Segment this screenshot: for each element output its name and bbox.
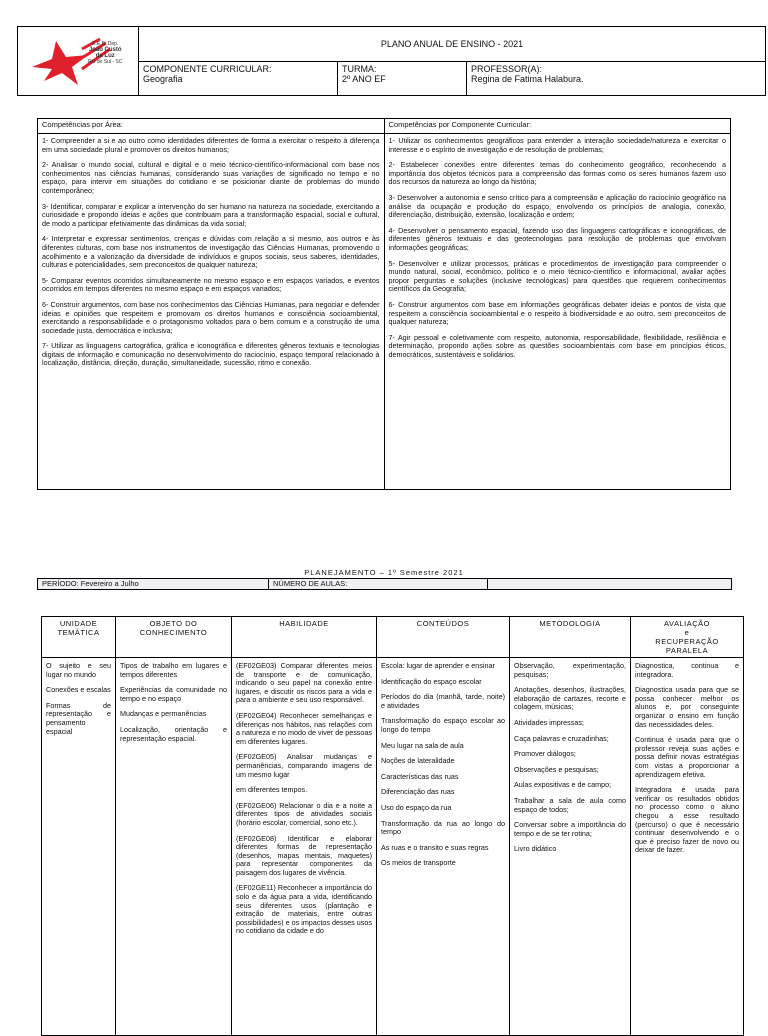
conteudo-item: Uso do espaço da rua: [381, 802, 452, 812]
objeto-item: Mudanças e permanências: [120, 709, 207, 719]
numero-aulas-cell: NÚMERO DE AULAS:: [269, 579, 488, 590]
avaliacao-item: Integradora é usada para verificar os resultados obtidos no processo como o aluno chegou a esse resultado (percurso) o que é necessário continuar desenvolvendo e o que é preciso fazer de novo ou deixar de fazer.: [635, 785, 739, 855]
periodo-empty-cell: [488, 579, 732, 590]
competencias-area-title: Competências por Área:: [38, 119, 385, 134]
professor-value: Regina de Fatima Halabura.: [471, 74, 584, 84]
competencia-componente-item: 5- Desenvolver e utilizar processos, práticas e procedimentos de investigação para compreender o mundo natural, social, econômico, político e o meio técnico-científico e informacional, avaliar ações propor perguntas e soluções (inclusive tecnológicas) para questões que requerem conhecimentos científicos da Geografia;: [388, 258, 726, 294]
competencia-componente-item: 3- Desenvolver a autonomia e senso crítico para a compreensão e aplicação do raciocínio geográfico na análise da ocupação e produção do espaço, envolvendo os princípios de analogia, conexão, diferenciação, distribuição, extensão, localização e ordem;: [388, 192, 726, 220]
conteudo-item: Transformação do espaço escolar ao longo do tempo: [381, 716, 505, 734]
unidade-item: Conexões e escalas: [46, 685, 111, 695]
competencia-componente-item: 1- Utilizar os conhecimentos geográficos para entender a interação sociedade/natureza e exercitar o interesse e o espírito de investigação e de resolução de problemas;: [388, 136, 726, 154]
metodologia-item: Atividades impressas;: [514, 717, 584, 727]
objeto-item: Experiências da comunidade no tempo e no espaço: [120, 685, 227, 703]
objeto-cell: [116, 658, 232, 1036]
metodologia-item: Observação, experimentação, pesquisas;: [514, 661, 626, 679]
componente-label: COMPONENTE CURRICULAR:: [143, 64, 272, 74]
header-habilidade: HABILIDADE: [232, 617, 377, 658]
unidade-item: Formas de representação e pensamento espacial: [46, 700, 111, 736]
competencia-componente-item: 4- Desenvolver o pensamento espacial, fazendo uso das linguagens cartográficas e iconográficas, de diferentes gêneros textuais e das geotecnologias para resolução de problemas que envolvam informações geográficas;: [388, 225, 726, 252]
competencias-table: [37, 118, 731, 490]
habilidade-cell: [232, 658, 377, 1036]
turma-cell: [338, 62, 467, 96]
habilidade-item: (EF02GE05) Analisar mudanças e permanências, comparando imagens de um mesmo lugar: [236, 752, 372, 779]
header-unidade: UNIDADE TEMÁTICA: [42, 617, 116, 658]
objeto-item: Tipos de trabalho em lugares e tempos diferentes: [120, 661, 227, 679]
professor-cell: [467, 62, 766, 96]
turma-label: TURMA:: [342, 64, 377, 74]
school-name: E.E.B. Dep. João Custó da Luz Rio do Sul - SC: [88, 41, 123, 65]
conteudo-item: Os meios de transporte: [381, 858, 456, 868]
conteudo-item: As ruas e o transito e suas regras: [381, 842, 489, 852]
conteudo-item: Noções de lateralidade: [381, 756, 455, 766]
competencia-componente-item: 6- Construir argumentos com base em informações geográficas debater ideias e pontos de vista que respeitem a consciência socioambiental e o respeito à biodiversidade e ao outro, sem preconceitos de qualquer natureza;: [388, 299, 726, 327]
competencia-area-item: 3- Identificar, comparar e explicar a intervenção do ser humano na natureza na sociedade, exercitando a curiosidade e propondo ideias e ações que contribuam para a transformação espacial, social e cultural, de modo a participar efetivamente das dinâmicas da vida social;: [42, 201, 380, 228]
competencia-area-item: 6- Construir argumentos, com base nos conhecimentos das Ciências Humanas, para negociar e defender ideias e opiniões que respeitem e promovam os direitos humanos e consciência socioambiental, exercitando a responsabilidade e o protagonismo voltados para o bem comum e a construção de uma sociedade justa, democrática e inclusiva;: [42, 299, 380, 335]
habilidade-item: (EF02GE06) Relacionar o dia e a noite a diferentes tipos de atividades sociais (horário escolar, comercial, sono etc.).: [236, 800, 372, 827]
conteudos-cell: [377, 658, 510, 1036]
habilidade-item: (EF02GE11) Reconhecer a importância do solo e da água para a vida, identificando seus diferentes usos (plantação e extração de materiais, entre outras possibilidades) e os impactos desses usos no cotidiano da cidade e do: [236, 883, 372, 936]
header-avaliacao-line: e: [684, 628, 690, 637]
planejamento-table: [41, 616, 744, 1036]
conteudo-item: Transformação da rua ao longo do tempo: [381, 818, 505, 837]
header-conteudos: CONTEÚDOS: [377, 617, 510, 658]
metodologia-item: Observações e pesquisas;: [514, 764, 599, 774]
header-metodologia: METODOLOGIA: [510, 617, 631, 658]
plan-title: PLANO ANUAL DE ENSINO - 2021: [139, 27, 766, 62]
habilidade-item: (EF02GE03) Comparar diferentes meios de transporte e de comunicação, indicando o seu papel na conexão entre lugares, e discutir os riscos para a vida e para o ambiente e seu uso responsável.: [236, 661, 372, 705]
professor-label: PROFESSOR(A):: [471, 64, 543, 74]
competencia-area-item: 5- Comparar eventos ocorridos simultaneamente no mesmo espaço e em espaços variados, e eventos ocorridos em tempos diferentes no mesmo espaço e em espaços variados;: [42, 275, 380, 294]
objeto-item: Localização, orientação e representação espacial.: [120, 724, 227, 743]
school-logo: [18, 27, 139, 96]
competencia-area-item: 2- Analisar o mundo social, cultural e digital e o meio técnico-científico-informacional com base nos conhecimentos nas ciências humanas, considerando suas variações de significado no tempo e no espaço, para intervir em situações do cotidiano e se posicionar diante de problemas do mundo contemporâneo;: [42, 160, 380, 195]
avaliacao-item: Continua é usada para que o professor reveja suas ações e possa definir novas estratégias com vistas a proporcionar a aprendizagem efetiva.: [635, 735, 739, 779]
metodologia-cell: [510, 658, 631, 1036]
periodo-table: [37, 578, 732, 590]
conteudo-item: Escola: lugar de aprender e ensinar: [381, 661, 495, 670]
metodologia-item: Conversar sobre a importância do tempo e de se ter rotina;: [514, 820, 626, 838]
conteudo-item: Diferenciação das ruas: [381, 787, 455, 797]
header-avaliacao-line: AVALIAÇÃO: [664, 619, 710, 628]
metodologia-item: Trabalhar a sala de aula como espaço de todos;: [514, 795, 626, 814]
avaliacao-item: Diagnostica usada para que se possa conhecer melhor os alunos e, por conseguinte organizar o ensino em função das necessidades deles.: [635, 685, 739, 729]
competencias-area-list: [38, 134, 385, 490]
habilidade-item: (EF02GE04) Reconhecer semelhanças e diferenças nos hábitos, nas relações com a natureza e no modo de viver de pessoas em diferentes lugares.: [236, 710, 372, 746]
componente-value: Geografia: [143, 74, 183, 84]
competencias-componente-title: Competências por Componente Curricular:: [384, 119, 731, 134]
conteudo-item: Identificação do espaço escolar: [381, 676, 482, 686]
periodo-cell: PERÍODO: Fevereiro a Julho: [38, 579, 269, 590]
habilidade-item: (EF02GE08) Identificar e elaborar diferentes formas de representação (desenhos, mapas mentais, maquetes) para representar componentes da paisagem dos lugares de vivência.: [236, 833, 372, 877]
metodologia-item: Livro didático: [514, 844, 557, 854]
conteudo-item: Períodos do dia (manhã, tarde, noite) e atividades: [381, 692, 505, 710]
metodologia-item: Anotações, desenhos, ilustrações, elaboração de cartazes, recorte e colagem, músicas;: [514, 685, 626, 712]
header-table: [17, 26, 766, 96]
metodologia-item: Caça palavras e cruzadinhas;: [514, 733, 609, 743]
competencia-componente-item: 2- Estabelecer conexões entre diferentes temas do conhecimento geográfico, reconhecendo a importância dos objetos técnicos para a compreensão das formas como os seres humanos fazem uso dos recursos da natureza ao longo da história;: [388, 160, 726, 187]
habilidade-item: em diferentes tempos.: [236, 785, 308, 795]
header-avaliacao: [631, 617, 744, 658]
competencia-area-item: 1- Compreender a si e ao outro como identidades diferentes de forma a exercitar o respeito à diferença em uma sociedade plural e promover os direitos humanos;: [42, 136, 380, 154]
turma-value: 2º ANO EF: [342, 74, 386, 84]
unidade-item: O sujeito e seu lugar no mundo: [46, 661, 111, 679]
metodologia-item: Aulas expositivas e de campo;: [514, 780, 612, 790]
metodologia-item: Promover diálogos;: [514, 749, 576, 759]
planejamento-title: PLANEJAMENTO – 1º Semestre 2021: [304, 568, 464, 577]
header-avaliacao-line: RECUPERAÇÃO PARALELA: [655, 637, 719, 655]
header-objeto: OBJETO DO CONHECIMENTO: [116, 617, 232, 658]
competencia-componente-item: 7- Agir pessoal e coletivamente com respeito, autonomia, responsabilidade, flexibilidade, resiliência e determinação, propondo ações sobre as questões socioambientais com base em princípios éticos, democráticos, sustentáveis e solidários.: [388, 332, 726, 359]
unidade-cell: [42, 658, 116, 1036]
competencia-area-item: 7- Utilizar as linguagens cartográfica, gráfica e iconográfica e diferentes gêneros textuais e tecnologias digitais de informação e comunicação no desenvolvimento do raciocínio, espaço temporal relacionado à localização, distância, direção, duração, simultaneidade, sucessão, ritmo e conexão.: [42, 341, 380, 368]
conteudo-item: Características das ruas: [381, 771, 459, 781]
competencia-area-item: 4- Interpretar e expressar sentimentos, crenças e dúvidas com relação a si mesmo, aos outros e às diferentes culturas, com base nos instrumentos de investigação das Ciências Humanas, promovendo o acolhimento e a valorização da diversidade de indivíduos e grupos sociais, seus saberes, identidades, culturas e potencialidades, sem preconceitos de qualquer natureza;: [42, 234, 380, 270]
componente-cell: [139, 62, 338, 96]
avaliacao-item: Diagnostica, continua e integradora.: [635, 661, 739, 679]
competencias-componente-list: [384, 134, 731, 490]
conteudo-item: Meu lugar na sala de aula: [381, 740, 464, 750]
avaliacao-cell: [631, 658, 744, 1036]
